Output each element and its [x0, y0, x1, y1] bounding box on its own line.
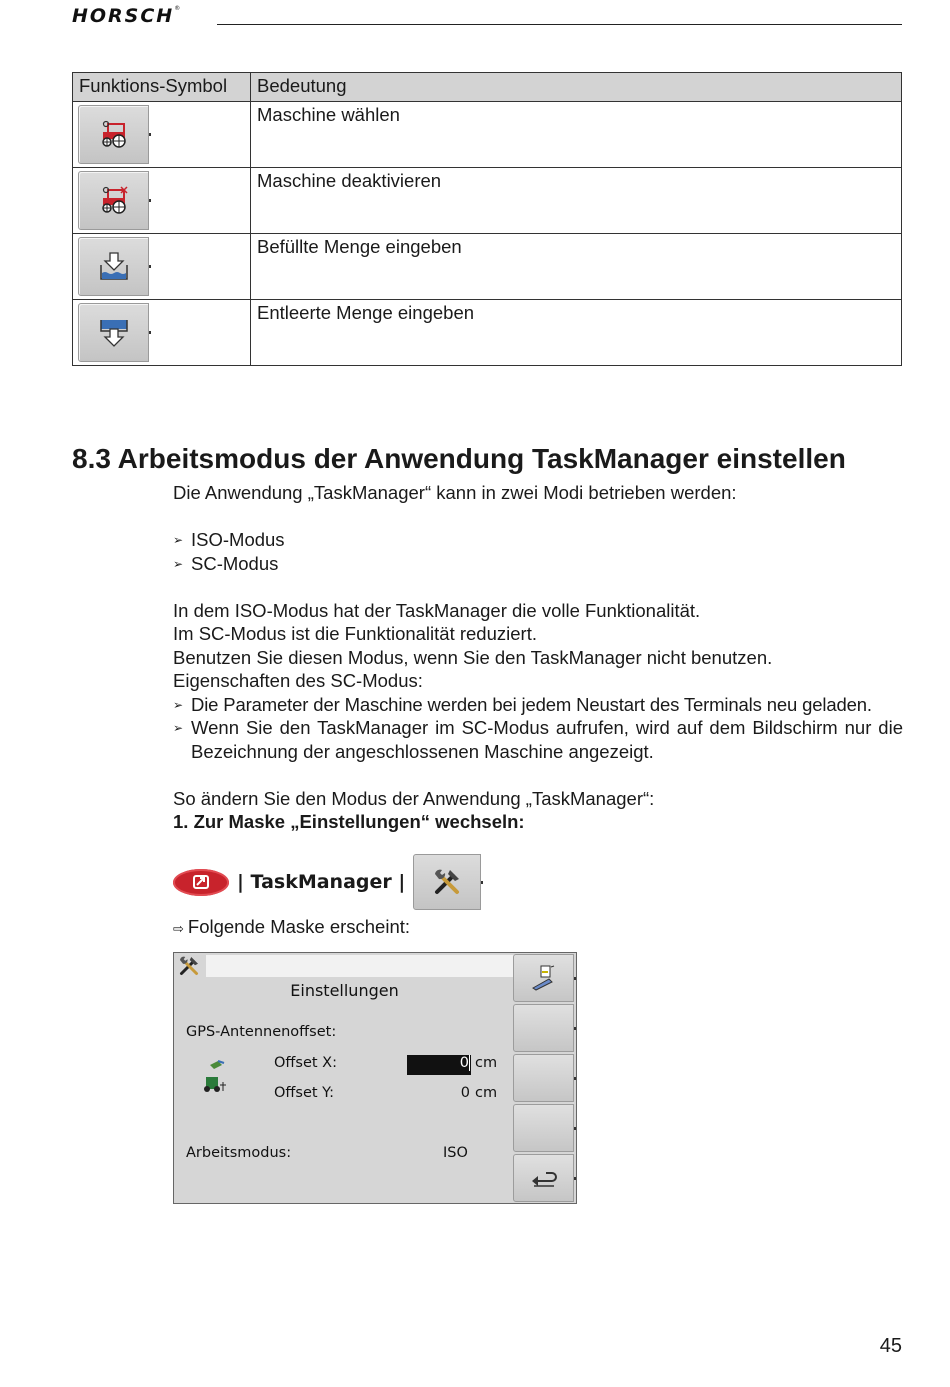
back-arrow-icon — [530, 1167, 558, 1189]
path-text: | TaskManager | — [237, 871, 406, 893]
section-title: 8.3 Arbeitsmodus der Anwendung TaskManager einstellen — [72, 443, 846, 474]
function-symbol-table — [72, 72, 902, 366]
document-edit-icon — [529, 963, 559, 993]
result-text: ⇨ Folgende Maske erscheint: — [173, 916, 411, 937]
result-arrow-icon: ⇨ — [173, 922, 184, 937]
header-rule — [217, 24, 902, 25]
screen-title: Einstellungen — [290, 981, 399, 1000]
softkey-empty[interactable] — [513, 1054, 574, 1102]
meaning-cell: Maschine deaktivieren — [251, 168, 902, 234]
softkey-document-edit[interactable] — [513, 954, 574, 1002]
settings-screen — [173, 952, 577, 1204]
navigation-path — [173, 854, 481, 910]
meaning-cell: Entleerte Menge eingeben — [251, 300, 902, 366]
table-row — [73, 102, 902, 168]
gps-offset-label: GPS-Antennenoffset: — [186, 1024, 337, 1040]
col-header-symbol: Funktions-Symbol — [73, 73, 251, 102]
step-heading: 1. Zur Maske „Einstellungen“ wechseln: — [173, 811, 525, 832]
screen-header — [174, 953, 515, 979]
offset-x-input[interactable]: 0 — [407, 1055, 471, 1075]
table-row — [73, 234, 902, 300]
softkey-back[interactable] — [513, 1154, 574, 1202]
paragraph: Im SC-Modus ist die Funktionalität reduziert. — [173, 623, 537, 644]
screen-header-bar — [206, 955, 514, 977]
offset-y-value[interactable]: 0 — [460, 1085, 470, 1101]
offset-y-label: Offset Y: — [274, 1085, 334, 1101]
empty-tank-icon — [78, 303, 149, 362]
meaning-cell: Maschine wählen — [251, 102, 902, 168]
work-mode-label: Arbeitsmodus: — [186, 1145, 292, 1161]
fill-tank-icon — [78, 237, 149, 296]
meaning-cell: Befüllte Menge eingeben — [251, 234, 902, 300]
softkey-empty[interactable] — [513, 1004, 574, 1052]
table-row — [73, 168, 902, 234]
page-number: 45 — [879, 1335, 902, 1357]
offset-x-unit: cm — [475, 1055, 498, 1071]
list-item: ➢ SC-Modus — [173, 552, 903, 576]
offset-y-unit: cm — [475, 1085, 498, 1101]
list-item: ➢ Wenn Sie den TaskManager im SC-Modus aufrufen, wird auf dem Bildschirm nur die Bezeichnung der angeschlossenen Maschine angezeigt. — [173, 716, 903, 763]
paragraph: Eigenschaften des SC-Modus: — [173, 670, 423, 691]
paragraph: In dem ISO-Modus hat der TaskManager die volle Funktionalität. — [173, 599, 701, 621]
settings-tools-icon — [413, 854, 481, 910]
softkey-empty[interactable] — [513, 1104, 574, 1152]
taskmanager-logo-icon — [173, 869, 229, 896]
brand-logo: HORSCH® — [72, 5, 181, 27]
col-header-meaning: Bedeutung — [251, 73, 902, 102]
tractor-deactivate-icon — [78, 171, 149, 230]
gps-antenna-icon — [202, 1059, 230, 1101]
section-body — [173, 481, 903, 834]
paragraph: Benutzen Sie diesen Modus, wenn Sie den TaskManager nicht benutzen. — [173, 646, 773, 668]
paragraph: So ändern Sie den Modus der Anwendung „TaskManager“: — [173, 787, 655, 809]
table-row — [73, 300, 902, 366]
settings-tools-icon — [176, 954, 202, 982]
list-item: ➢ ISO-Modus — [173, 528, 903, 552]
offset-x-label: Offset X: — [274, 1055, 337, 1071]
screen-softkey-bar — [513, 953, 576, 1203]
tractor-select-icon — [78, 105, 149, 164]
work-mode-value[interactable]: ISO — [443, 1145, 468, 1161]
list-item: ➢ Die Parameter der Maschine werden bei jedem Neustart des Terminals neu geladen. — [173, 693, 903, 717]
intro-text: Die Anwendung „TaskManager“ kann in zwei Modi betrieben werden: — [173, 482, 737, 503]
